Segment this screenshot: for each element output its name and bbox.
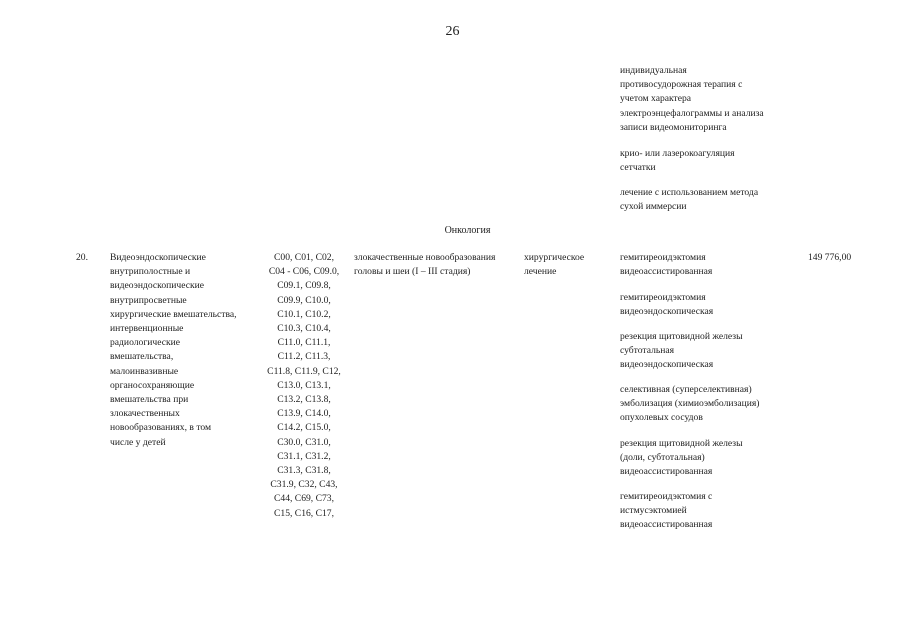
method-continued-2: крио- или лазерокоагуляция сетчатки [620, 148, 735, 174]
row-name: Видеоэндоскопические внутриполостные и видеоэндоскопические внутрипросветные хирургические вмешательства, интервенционные радиологические вмешательства, малоинвазивные органосохраняющие вмешательства при злокачественных новообразованиях, в том числе у детей [110, 252, 237, 448]
row-method-6: гемитиреоидэктомия с истмусэктомией видеоассистированная [620, 491, 713, 531]
row-diagnosis: злокачественные новообразования головы и шеи (I – III стадия) [354, 252, 496, 278]
row-cost: 149 776,00 [808, 252, 852, 263]
row-method-3: резекция щитовидной железы субтотальная видеоэндоскопическая [620, 331, 743, 371]
row-method-5: резекция щитовидной железы (доли, субтотальная) видеоассистированная [620, 438, 743, 478]
section-title: Онкология [444, 225, 491, 236]
row-method-4: селективная (суперселективная) эмболизация (химиоэмболизация) опухолевых сосудов [620, 384, 760, 424]
row-treatment-type: хирургическое лечение [524, 252, 585, 278]
method-continued-1: индивидуальная противосудорожная терапия с учетом характера электроэнцефалограммы и анализа записи видеомониторинга [620, 65, 764, 133]
row-number: 20. [76, 252, 88, 263]
row-icd-codes: С00, С01, С02, С04 - С06, С09.0, С09.1, С09.8, С09.9, С10.0, С10.1, С10.2, С10.3, С10.4, С11.0, С11.1, С11.2, С11.3, С11.8, С11.9, С12, С13.0, С13.1, С13.2, С13.8, С13.9, С14.0, С14.2, С15.0, С30.0, С31.0, С31.1, С31.2, С31.3, С31.8, С31.9, С32, С43, С44, С69, С73, С15, С16, С17, [267, 252, 341, 519]
page-number: 26 [445, 24, 460, 39]
method-continued-3: лечение с использованием метода сухой иммерсии [620, 187, 759, 213]
row-method-2: гемитиреоидэктомия видеоэндоскопическая [620, 292, 714, 318]
row-method-1: гемитиреоидэктомия видеоассистированная [620, 252, 713, 278]
